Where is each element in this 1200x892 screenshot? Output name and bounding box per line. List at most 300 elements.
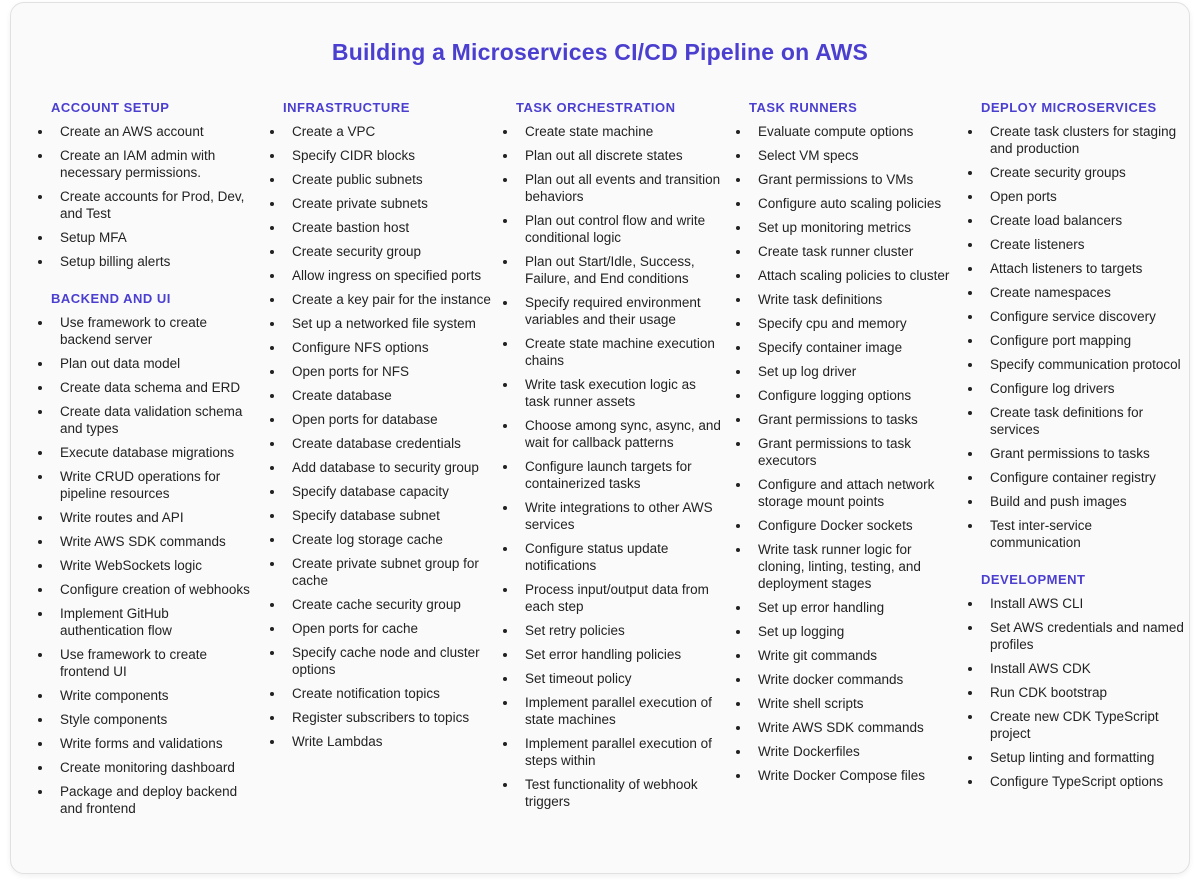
bullet-icon (736, 322, 740, 326)
list-item-label: Setup linting and formatting (990, 750, 1155, 765)
list-item-label: Build and push images (990, 494, 1127, 509)
list-item (502, 670, 724, 687)
bullet-icon (38, 653, 42, 657)
bullet-icon (968, 171, 972, 175)
list-item (967, 773, 1185, 790)
list-item-label: Attach listeners to targets (990, 261, 1143, 276)
list-item (37, 711, 255, 728)
bullet-icon (736, 298, 740, 302)
list-item (735, 339, 957, 356)
list-item (502, 735, 724, 769)
bullet-icon (38, 766, 42, 770)
list-item (37, 759, 255, 776)
bullet-icon (736, 202, 740, 206)
list-item-label: Write task definitions (758, 292, 883, 307)
section-heading: BACKEND AND UI (51, 291, 171, 306)
list-item (735, 363, 957, 380)
bullet-icon (38, 588, 42, 592)
bullet-icon (270, 370, 274, 374)
bullet-icon (503, 506, 507, 510)
list-item (735, 476, 957, 510)
bullet-icon (38, 742, 42, 746)
list-item (269, 147, 491, 164)
bullet-icon (736, 154, 740, 158)
list-item (967, 212, 1185, 229)
list-item-label: Configure container registry (990, 470, 1156, 485)
list-item (37, 735, 255, 752)
bullet-icon (503, 130, 507, 134)
bullet-icon (503, 653, 507, 657)
bullet-icon (270, 250, 274, 254)
bullet-icon (38, 790, 42, 794)
list-item (735, 671, 957, 688)
list-item (735, 541, 957, 592)
bullet-icon (38, 540, 42, 544)
bullet-icon (968, 715, 972, 719)
list-item-label: Specify cpu and memory (758, 316, 907, 331)
list-item (735, 387, 957, 404)
list-item-label: Create listeners (990, 237, 1085, 252)
list-item (37, 188, 255, 222)
list-item (37, 355, 255, 372)
list-item (735, 267, 957, 284)
column-2 (269, 99, 491, 757)
section (269, 99, 491, 750)
list-item-label: Implement parallel execution of state machines (525, 695, 712, 727)
list-item-label: Set up monitoring metrics (758, 220, 912, 235)
bullet-icon (968, 524, 972, 528)
list-item-label: Create state machine (525, 124, 654, 139)
bullet-icon (968, 387, 972, 391)
bullet-icon (736, 130, 740, 134)
bullet-icon (38, 516, 42, 520)
section-heading: DEPLOY MICROSERVICES (981, 100, 1157, 115)
list-item-label: Create data schema and ERD (60, 380, 241, 395)
bullet-icon (736, 274, 740, 278)
list-item (967, 308, 1185, 325)
list-item (269, 507, 491, 524)
list-item-label: Execute database migrations (60, 445, 235, 460)
list-item-label: Create load balancers (990, 213, 1123, 228)
section (967, 99, 1185, 551)
bullet-icon (270, 627, 274, 631)
list-item (967, 517, 1185, 551)
bullet-icon (38, 612, 42, 616)
bullet-icon (270, 298, 274, 302)
bullet-icon (503, 178, 507, 182)
list-item-label: Configure logging options (758, 388, 912, 403)
bullet-icon (503, 629, 507, 633)
list-item-label: Write forms and validations (60, 736, 223, 751)
list-item-label: Create new CDK TypeScript project (990, 709, 1159, 741)
list-item-label: Evaluate compute options (758, 124, 914, 139)
bullet-icon (270, 716, 274, 720)
section-heading: INFRASTRUCTURE (283, 100, 410, 115)
bullet-icon (38, 386, 42, 390)
bullet-icon (736, 418, 740, 422)
task-list (967, 123, 1185, 551)
bullet-icon (270, 130, 274, 134)
list-item-label: Create public subnets (292, 172, 423, 187)
list-item-label: Write git commands (758, 648, 878, 663)
list-item-label: Configure service discovery (990, 309, 1156, 324)
list-item-label: Write Docker Compose files (758, 768, 926, 783)
list-item (269, 459, 491, 476)
bullet-icon (736, 654, 740, 658)
list-item (37, 605, 255, 639)
list-item-label: Create log storage cache (292, 532, 443, 547)
list-item-label: Write integrations to other AWS services (525, 500, 713, 532)
list-item-label: Configure log drivers (990, 381, 1115, 396)
bullet-icon (736, 370, 740, 374)
bullet-icon (736, 346, 740, 350)
task-list (502, 123, 724, 810)
bullet-icon (736, 726, 740, 730)
bullet-icon (38, 260, 42, 264)
list-item-label: Write docker commands (758, 672, 904, 687)
list-item-label: Test inter-service communication (990, 518, 1093, 550)
bullet-icon (968, 363, 972, 367)
list-item (967, 404, 1185, 438)
list-item (735, 695, 957, 712)
bullet-icon (38, 362, 42, 366)
list-item (37, 646, 255, 680)
list-item-label: Set up log driver (758, 364, 857, 379)
list-item (735, 243, 957, 260)
list-item (735, 719, 957, 736)
list-item-label: Write CRUD operations for pipeline resources (60, 469, 221, 501)
bullet-icon (503, 742, 507, 746)
task-list (967, 595, 1185, 790)
task-list (37, 123, 255, 270)
list-item (502, 294, 724, 328)
list-item (269, 435, 491, 452)
bullet-icon (968, 339, 972, 343)
list-item (735, 171, 957, 188)
bullet-icon (270, 322, 274, 326)
bullet-icon (968, 195, 972, 199)
list-item-label: Create database (292, 388, 392, 403)
list-item-label: Style components (60, 712, 168, 727)
bullet-icon (270, 394, 274, 398)
list-item-label: Configure and attach network storage mount points (758, 477, 935, 509)
list-item-label: Create a key pair for the instance (292, 292, 491, 307)
bullet-icon (968, 756, 972, 760)
list-item (967, 260, 1185, 277)
list-item-label: Choose among sync, async, and wait for callback patterns (525, 418, 721, 450)
list-item-label: Setup MFA (60, 230, 127, 245)
bullet-icon (38, 195, 42, 199)
list-item-label: Create a VPC (292, 124, 376, 139)
list-item-label: Create security group (292, 244, 422, 259)
bullet-icon (503, 301, 507, 305)
list-item-label: Install AWS CDK (990, 661, 1091, 676)
page-title: Building a Microservices CI/CD Pipeline on AWS (331, 39, 869, 65)
list-item-label: Attach scaling policies to cluster (758, 268, 950, 283)
bullet-icon (270, 538, 274, 542)
bullet-icon (968, 219, 972, 223)
list-item-label: Create accounts for Prod, Dev, and Test (60, 189, 245, 221)
list-item-label: Specify database subnet (292, 508, 440, 523)
task-list (37, 314, 255, 817)
bullet-icon (38, 451, 42, 455)
list-item (502, 694, 724, 728)
bullet-icon (270, 740, 274, 744)
list-item-label: Configure TypeScript options (990, 774, 1164, 789)
list-item-label: Set up error handling (758, 600, 885, 615)
section (967, 571, 1185, 790)
section (37, 99, 255, 270)
list-item-label: Add database to security group (292, 460, 479, 475)
list-item-label: Configure NFS options (292, 340, 429, 355)
list-item (269, 483, 491, 500)
list-item (269, 219, 491, 236)
bullet-icon (270, 603, 274, 607)
bullet-icon (270, 274, 274, 278)
list-item-label: Open ports for database (292, 412, 438, 427)
bullet-icon (270, 346, 274, 350)
list-item-label: Set up logging (758, 624, 845, 639)
list-item-label: Specify required environment variables and their usage (525, 295, 701, 327)
bullet-icon (968, 500, 972, 504)
bullet-icon (968, 291, 972, 295)
list-item (967, 188, 1185, 205)
list-item (735, 411, 957, 428)
list-item-label: Write AWS SDK commands (60, 534, 226, 549)
bullet-icon (736, 774, 740, 778)
bullet-icon (270, 154, 274, 158)
list-item (269, 171, 491, 188)
bullet-icon (38, 130, 42, 134)
list-item-label: Create private subnets (292, 196, 428, 211)
bullet-icon (968, 691, 972, 695)
list-item (967, 356, 1185, 373)
list-item-label: Create state machine execution chains (525, 336, 715, 368)
list-item (967, 332, 1185, 349)
list-item-label: Specify cache node and cluster options (292, 645, 480, 677)
list-item-label: Allow ingress on specified ports (292, 268, 482, 283)
section (37, 290, 255, 817)
bullet-icon (968, 602, 972, 606)
list-item (502, 581, 724, 615)
list-item (735, 743, 957, 760)
list-item (269, 596, 491, 613)
bullet-icon (736, 250, 740, 254)
list-item-label: Create an IAM admin with necessary permissions. (60, 148, 216, 180)
list-item (269, 339, 491, 356)
bullet-icon (503, 588, 507, 592)
list-item-label: Plan out control flow and write conditional logic (525, 213, 706, 245)
bullet-icon (736, 226, 740, 230)
list-item-label: Grant permissions to VMs (758, 172, 914, 187)
list-item-label: Set retry policies (525, 623, 625, 638)
list-item-label: Specify database capacity (292, 484, 449, 499)
bullet-icon (270, 178, 274, 182)
list-item (967, 619, 1185, 653)
list-item (735, 647, 957, 664)
list-item (37, 314, 255, 348)
list-item (37, 468, 255, 502)
bullet-icon (270, 514, 274, 518)
bullet-icon (270, 466, 274, 470)
list-item-label: Register subscribers to topics (292, 710, 470, 725)
roadmap-card (10, 2, 1190, 874)
task-list (269, 123, 491, 750)
bullet-icon (736, 630, 740, 634)
list-item-label: Write WebSockets logic (60, 558, 203, 573)
section-heading: DEVELOPMENT (981, 572, 1086, 587)
bullet-icon (736, 442, 740, 446)
list-item (502, 540, 724, 574)
list-item-label: Open ports (990, 189, 1057, 204)
list-item (967, 684, 1185, 701)
list-item-label: Plan out all discrete states (525, 148, 683, 163)
section-heading: TASK ORCHESTRATION (516, 100, 676, 115)
list-item (967, 660, 1185, 677)
bullet-icon (968, 130, 972, 134)
bullet-icon (270, 226, 274, 230)
list-item-label: Specify communication protocol (990, 357, 1181, 372)
bullet-icon (736, 394, 740, 398)
list-item (37, 783, 255, 817)
bullet-icon (38, 154, 42, 158)
bullet-icon (736, 750, 740, 754)
list-item-label: Setup billing alerts (60, 254, 171, 269)
list-item (37, 147, 255, 181)
list-item-label: Create database credentials (292, 436, 461, 451)
list-item-label: Create task definitions for services (990, 405, 1144, 437)
bullet-icon (736, 606, 740, 610)
list-item (37, 253, 255, 270)
list-item-label: Write task execution logic as task runner assets (525, 377, 696, 409)
list-item-label: Implement GitHub authentication flow (60, 606, 172, 638)
list-item (967, 380, 1185, 397)
bullet-icon (503, 383, 507, 387)
list-item (37, 403, 255, 437)
list-item (967, 284, 1185, 301)
list-item-label: Test functionality of webhook triggers (525, 777, 698, 809)
list-item (502, 776, 724, 810)
list-item (735, 517, 957, 534)
list-item-label: Configure launch targets for containerized tasks (525, 459, 692, 491)
list-item (37, 229, 255, 246)
list-item (735, 291, 957, 308)
bullet-icon (503, 677, 507, 681)
list-item (269, 243, 491, 260)
list-item (502, 123, 724, 140)
list-item (269, 315, 491, 332)
column-1 (37, 99, 255, 824)
list-item-label: Configure creation of webhooks (60, 582, 250, 597)
list-item (269, 387, 491, 404)
list-item (502, 171, 724, 205)
list-item-label: Implement parallel execution of steps within (525, 736, 712, 768)
list-item (269, 644, 491, 678)
bullet-icon (270, 418, 274, 422)
list-item (502, 212, 724, 246)
list-item (269, 291, 491, 308)
list-item-label: Write shell scripts (758, 696, 864, 711)
list-item (37, 533, 255, 550)
list-item (967, 708, 1185, 742)
section-heading: TASK RUNNERS (749, 100, 858, 115)
list-item (502, 499, 724, 533)
list-item-label: Configure status update notifications (525, 541, 669, 573)
bullet-icon (503, 154, 507, 158)
list-item-label: Process input/output data from each step (525, 582, 709, 614)
list-item-label: Grant permissions to tasks (990, 446, 1150, 461)
list-item-label: Set AWS credentials and named profiles (990, 620, 1184, 652)
list-item-label: Create private subnet group for cache (292, 556, 479, 588)
bullet-icon (503, 260, 507, 264)
list-item (37, 557, 255, 574)
bullet-icon (38, 718, 42, 722)
list-item-label: Grant permissions to task executors (758, 436, 912, 468)
bullet-icon (270, 490, 274, 494)
bullet-icon (270, 562, 274, 566)
list-item (967, 469, 1185, 486)
list-item (269, 363, 491, 380)
list-item-label: Select VM specs (758, 148, 859, 163)
list-item (502, 458, 724, 492)
list-item-label: Write routes and API (60, 510, 184, 525)
list-item (269, 620, 491, 637)
list-item (967, 445, 1185, 462)
list-item (735, 767, 957, 784)
list-item (967, 123, 1185, 157)
list-item (502, 253, 724, 287)
list-item (502, 147, 724, 164)
list-item-label: Install AWS CLI (990, 596, 1084, 611)
bullet-icon (736, 678, 740, 682)
bullet-icon (38, 236, 42, 240)
list-item (967, 236, 1185, 253)
list-item (269, 709, 491, 726)
list-item-label: Create security groups (990, 165, 1126, 180)
bullet-icon (968, 667, 972, 671)
list-item (735, 315, 957, 332)
section (502, 99, 724, 810)
bullet-icon (270, 442, 274, 446)
list-item (37, 123, 255, 140)
list-item-label: Write task runner logic for cloning, linting, testing, and deployment stages (758, 542, 921, 591)
list-item-label: Set error handling policies (525, 647, 682, 662)
list-item-label: Write Lambdas (292, 734, 383, 749)
list-item-label: Specify CIDR blocks (292, 148, 416, 163)
bullet-icon (968, 267, 972, 271)
list-item (967, 749, 1185, 766)
bullet-icon (38, 564, 42, 568)
section (735, 99, 957, 784)
list-item-label: Plan out data model (60, 356, 181, 371)
list-item-label: Create notification topics (292, 686, 440, 701)
bullet-icon (736, 548, 740, 552)
list-item (735, 599, 957, 616)
bullet-icon (38, 321, 42, 325)
bullet-icon (968, 780, 972, 784)
list-item (735, 123, 957, 140)
list-item (735, 623, 957, 640)
list-item (502, 622, 724, 639)
list-item-label: Configure port mapping (990, 333, 1132, 348)
column-4 (735, 99, 957, 791)
bullet-icon (968, 476, 972, 480)
bullet-icon (503, 547, 507, 551)
list-item-label: Use framework to create backend server (60, 315, 208, 347)
list-item-label: Create task clusters for staging and production (990, 124, 1177, 156)
list-item-label: Package and deploy backend and frontend (60, 784, 238, 816)
list-item-label: Write AWS SDK commands (758, 720, 924, 735)
